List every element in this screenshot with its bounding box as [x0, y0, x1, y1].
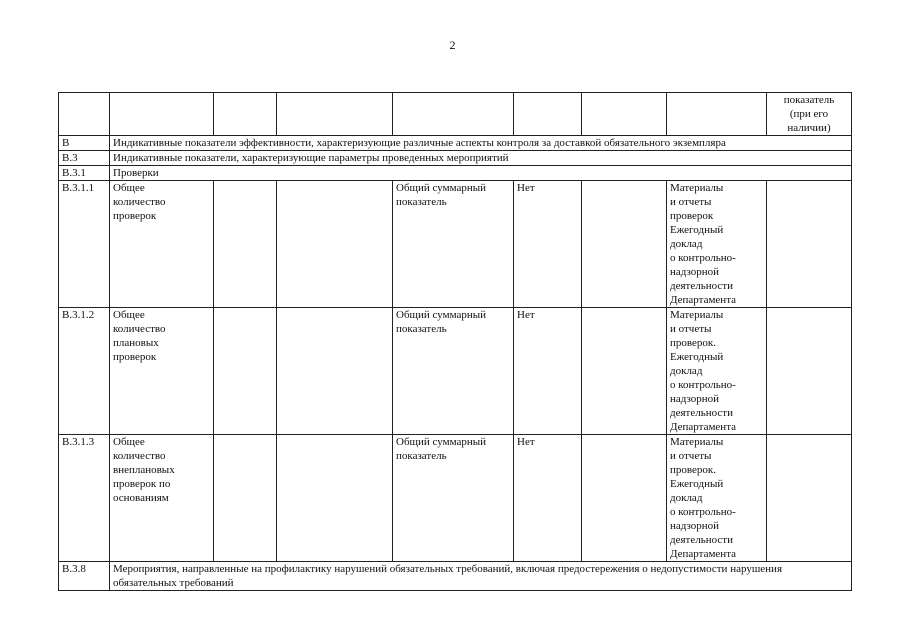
row-code: В.3.1.2 [59, 308, 110, 435]
row-name: Общее количество внеплановых проверок по основаниям [110, 435, 214, 562]
header-cell [514, 93, 582, 136]
indicators-table [58, 92, 852, 591]
row-source: Материалы и отчеты проверок. Ежегодный доклад о контрольно- надзорной деятельности Департамента [667, 435, 767, 562]
empty-cell [214, 308, 277, 435]
section-code: В.3.8 [59, 562, 110, 591]
table-row [59, 181, 852, 308]
header-cell [582, 93, 667, 136]
empty-cell [214, 181, 277, 308]
empty-cell [767, 181, 852, 308]
row-source: Материалы и отчеты проверок Ежегодный доклад о контрольно- надзорной деятельности Департамента [667, 181, 767, 308]
header-cell-indicator: показатель (при его наличии) [767, 93, 852, 136]
section-title: Проверки [110, 166, 852, 181]
table-row [59, 308, 852, 435]
empty-cell [277, 308, 393, 435]
table-row [59, 435, 852, 562]
empty-cell [767, 435, 852, 562]
section-row [59, 166, 852, 181]
header-cell [277, 93, 393, 136]
header-cell [59, 93, 110, 136]
row-flag: Нет [514, 181, 582, 308]
section-title: Индикативные показатели эффективности, характеризующие различные аспекты контроля за доставкой обязательного экземпляра [110, 136, 852, 151]
empty-cell [277, 435, 393, 562]
row-name: Общее количество проверок [110, 181, 214, 308]
row-code: В.3.1.3 [59, 435, 110, 562]
empty-cell [277, 181, 393, 308]
empty-cell [582, 181, 667, 308]
page-number: 2 [449, 38, 456, 52]
row-code: В.3.1.1 [59, 181, 110, 308]
table-header-row [59, 93, 852, 136]
header-cell [393, 93, 514, 136]
header-cell [110, 93, 214, 136]
empty-cell [582, 308, 667, 435]
section-title: Индикативные показатели, характеризующие параметры проведенных мероприятий [110, 151, 852, 166]
row-type: Общий суммарный показатель [393, 308, 514, 435]
row-name: Общее количество плановых проверок [110, 308, 214, 435]
header-cell [667, 93, 767, 136]
section-code: В.3.1 [59, 166, 110, 181]
row-type: Общий суммарный показатель [393, 435, 514, 562]
empty-cell [214, 435, 277, 562]
empty-cell [582, 435, 667, 562]
section-code: В.3 [59, 151, 110, 166]
section-row [59, 151, 852, 166]
row-type: Общий суммарный показатель [393, 181, 514, 308]
section-title: Мероприятия, направленные на профилактику нарушений обязательных требований, включая предостережения о недопустимости нарушения обязательных требований [110, 562, 852, 591]
section-row [59, 562, 852, 591]
row-flag: Нет [514, 308, 582, 435]
section-code: В [59, 136, 110, 151]
section-row [59, 136, 852, 151]
header-cell [214, 93, 277, 136]
empty-cell [767, 308, 852, 435]
row-flag: Нет [514, 435, 582, 562]
row-source: Материалы и отчеты проверок. Ежегодный доклад о контрольно- надзорной деятельности Департамента [667, 308, 767, 435]
